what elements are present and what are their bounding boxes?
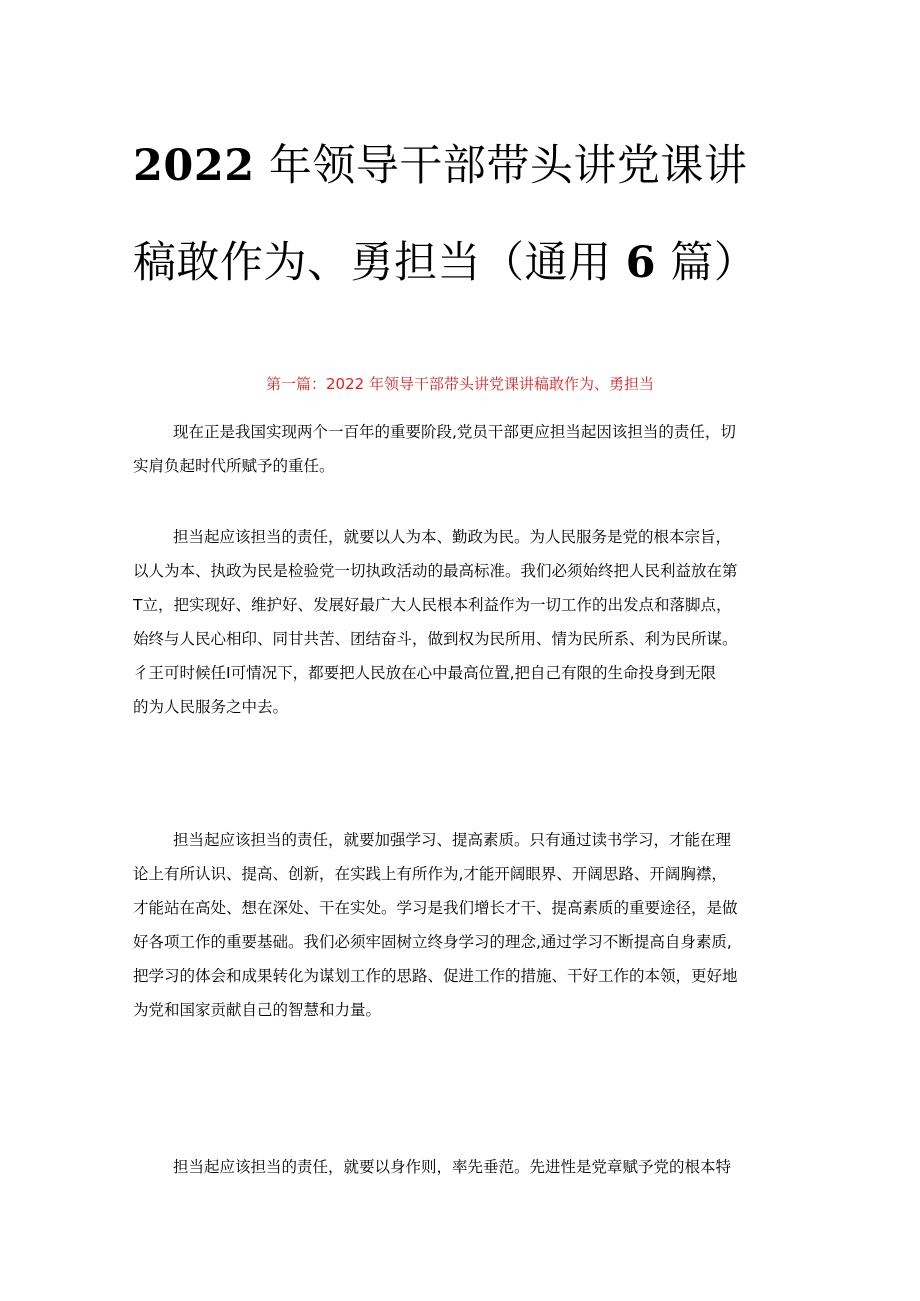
paragraph-2 [133,520,793,724]
paragraph-line: T立，把实现好、维护好、发展好最广大人民根本利益作为一切工作的出发点和落脚点， [133,596,732,614]
paragraph-1 [133,415,793,483]
paragraph-line: 为党和国家贡献自己的智慧和力量。 [133,1001,382,1019]
paragraph-line: 始终与人民心相印、同甘共苦、团结奋斗，做到权为民所用、情为民所系、利为民所谋。 [133,630,738,648]
paragraph-3 [133,823,793,1027]
paragraph-4 [133,1150,793,1184]
paragraph-line: 的为人民服务之中去。 [133,698,289,716]
section-heading: 第一篇：2022 年领导干部带头讲党课讲稿敢作为、勇担当 [266,375,654,393]
paragraph-line: 现在正是我国实现两个一百年的重要阶段,党员干部更应担当起因该担当的责任，切 [173,423,736,441]
paragraph-line: 实肩负起时代所赋予的重任。 [133,457,335,475]
title-number: 6 [625,238,657,288]
paragraph-line: 以人为本、执政为民是检验党一切执政活动的最高标准。我们必须始终把人民利益放在第 [133,562,738,580]
paragraph-line: 担当起应该担当的责任，就要以身作则，率先垂范。先进性是党章赋予党的根本特 [173,1158,732,1176]
paragraph-line: 论上有所认识、提高、创新，在实践上有所作为,才能开阔眼界、开阔思路、开阔胸襟， [133,865,727,883]
title-line-2-text: 稿敢作为、勇担当（通用 [133,238,612,288]
paragraph-line: 彳王可时候任I可情况下，都要把人民放在心中最高位置,把自己有限的生命投身到无限 [133,664,717,682]
title-line-1-text: 年领导干部带头讲党课讲 [268,141,748,191]
paragraph-line: 担当起应该担当的责任，就要加强学习、提高素质。只有通过读书学习，才能在理 [173,831,732,849]
paragraph-line: 好各项工作的重要基础。我们必须牢固树立终身学习的理念,通过学习不断提高自身素质, [133,933,732,951]
document-title-line-1 [133,141,813,191]
title-year: 2022 [133,141,255,191]
paragraph-line: 把学习的体会和成果转化为谋划工作的思路、促进工作的措施、干好工作的本领，更好地 [133,967,738,985]
paragraph-line: 担当起应该担当的责任，就要以人为本、勤政为民。为人民服务是党的根本宗旨， [173,528,732,546]
title-line-2-end: 篇） [670,238,758,288]
document-title-line-2 [133,238,813,288]
paragraph-line: 才能站在高处、想在深处、干在实处。学习是我们增长才干、提高素质的重要途径，是做 [133,899,738,917]
